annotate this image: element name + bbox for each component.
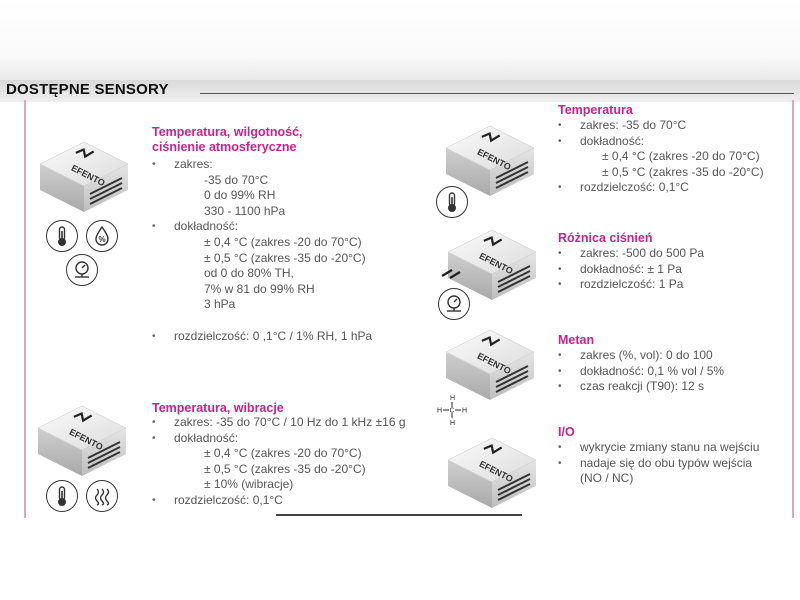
list-item: ± 0,5 °C (zakres -35 do -20°C)	[204, 461, 366, 476]
page-title: DOSTĘPNE SENSORY	[6, 81, 169, 98]
spec-list	[152, 415, 406, 509]
sensor-title: Temperatura	[558, 103, 633, 117]
vibration-icon	[86, 480, 118, 512]
brand-logo-text: EFENTO	[67, 426, 105, 453]
list-item: • zakres: -35 do 70°C	[558, 118, 764, 134]
list-item: • rozdzielczość: 1 Pa	[558, 277, 704, 293]
svg-text:%: %	[98, 235, 106, 244]
left-border-line	[24, 100, 26, 518]
list-item: (NO / NC)	[580, 471, 634, 486]
list-item: • zakres (%, vol): 0 do 100	[558, 348, 724, 364]
hydrogen-atom: H	[462, 407, 468, 415]
carbon-atom: C	[449, 407, 455, 415]
list-item: 3 hPa	[204, 297, 236, 312]
list-item: • rozdzielczość: 0 ,1°C / 1% RH, 1 hPa	[152, 329, 372, 345]
list-item: • zakres:	[152, 157, 372, 173]
list-item: • rozdzielczość: 0,1°C	[152, 493, 406, 509]
title-underline	[200, 93, 794, 94]
spec-list	[558, 118, 764, 196]
brand-logo-text: EFENTO	[475, 146, 513, 173]
list-item: 0 do 99% RH	[204, 188, 276, 203]
brand-logo-text: EFENTO	[477, 250, 515, 277]
sensor-title: Temperatura, wibracje	[152, 401, 284, 415]
brand-logo-text: EFENTO	[477, 458, 515, 485]
list-item: 7% w 81 do 99% RH	[204, 281, 315, 296]
sensor-device-image	[32, 124, 136, 218]
spec-list	[558, 246, 704, 293]
list-item: • dokładność:	[152, 431, 406, 447]
thermometer-icon	[46, 480, 78, 512]
right-border-line	[792, 100, 794, 518]
list-item: • dokładność:	[558, 134, 764, 150]
bottom-rule	[276, 514, 522, 516]
sensor-title: Metan	[558, 333, 595, 347]
list-item: • nadaje się do obu typów wejścia	[558, 456, 759, 472]
pressure-tube-connectors	[440, 262, 470, 282]
spec-list	[558, 348, 724, 395]
list-item: ± 0,4 °C (zakres -20 do 70°C)	[204, 446, 362, 461]
list-item: • czas reakcji (T90): 12 s	[558, 379, 724, 395]
sensor-title: Temperatura, wilgotność, ciśnienie atmosferyczne	[152, 125, 303, 154]
pressure-gauge-icon	[66, 254, 98, 286]
sensor-device-image	[30, 388, 134, 482]
list-item: -35 do 70°C	[204, 172, 269, 187]
sensor-device-image	[440, 420, 544, 514]
list-item: • dokładność: ± 1 Pa	[558, 262, 704, 278]
brand-logo-text: EFENTO	[475, 350, 513, 377]
spec-list	[152, 157, 372, 345]
list-item: 330 - 1100 hPa	[204, 203, 286, 218]
hydrogen-atom: H	[450, 420, 456, 427]
thermometer-icon	[46, 220, 78, 252]
list-item: ± 0,4 °C (zakres -20 do 70°C)	[204, 234, 362, 249]
list-item: ± 0,5 °C (zakres -35 do -20°C)	[204, 250, 366, 265]
brand-logo-text: EFENTO	[69, 162, 107, 189]
hydrogen-atom: H	[437, 407, 443, 415]
list-item: • rozdzielczość: 0,1°C	[558, 180, 764, 196]
list-item: • dokładność: 0,1 % vol / 5%	[558, 364, 724, 380]
list-item: • dokładność:	[152, 219, 372, 235]
list-item: • wykrycie zmiany stanu na wejściu	[558, 440, 759, 456]
hydrogen-atom: H	[450, 395, 456, 402]
list-item: ± 0,5 °C (zakres -35 do -20°C)	[602, 164, 764, 179]
list-item: od 0 do 80% TH,	[204, 266, 294, 281]
spec-list	[558, 440, 759, 487]
humidity-percent-icon	[86, 220, 118, 252]
list-item: • zakres: -500 do 500 Pa	[558, 246, 704, 262]
list-item: • zakres: -35 do 70°C / 10 Hz do 1 kHz ±16 g	[152, 415, 406, 431]
sensor-title: Różnica ciśnień	[558, 231, 653, 245]
list-item: ± 0,4 °C (zakres -20 do 70°C)	[602, 149, 760, 164]
bottom-blank	[0, 518, 800, 600]
list-item: ± 10% (wibracje)	[204, 477, 294, 492]
top-shading	[0, 0, 800, 80]
sensor-title: I/O	[558, 425, 575, 439]
